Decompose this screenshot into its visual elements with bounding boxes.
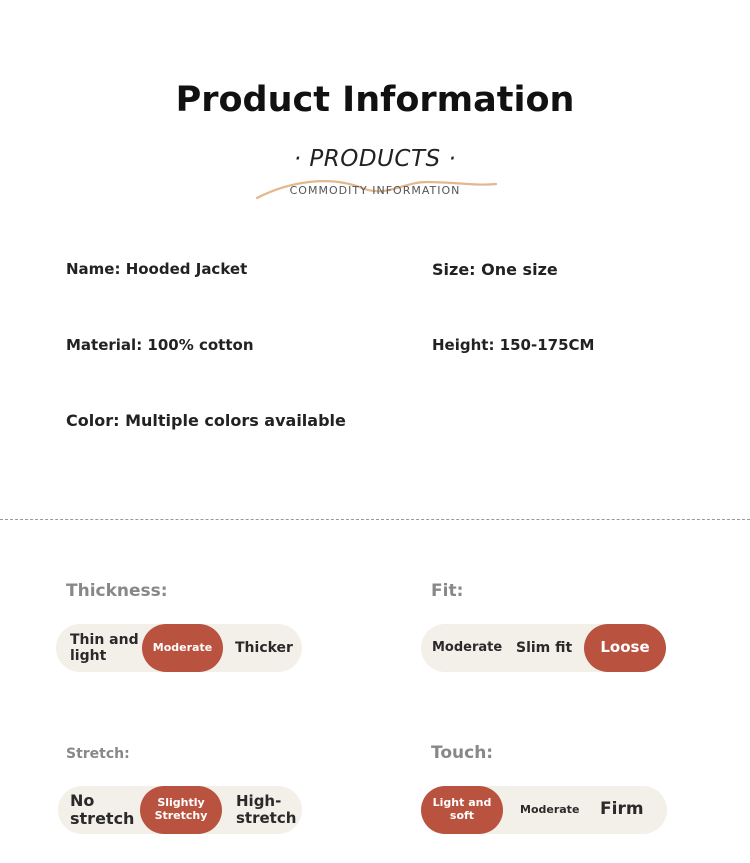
info-material: Material: 100% cotton xyxy=(66,336,254,354)
info-name: Name: Hooded Jacket xyxy=(66,260,248,278)
stretch-option-none[interactable]: No stretch xyxy=(70,790,135,828)
stretch-option-high[interactable]: High-stretch xyxy=(236,791,297,827)
thickness-option-thin[interactable]: Thin and light xyxy=(70,631,139,664)
touch-option-moderate[interactable]: Moderate xyxy=(520,802,580,816)
touch-scale xyxy=(421,786,667,834)
info-height: Height: 150-175CM xyxy=(432,336,595,354)
touch-label: Touch: xyxy=(431,743,494,763)
commodity-subtitle: COMMODITY INFORMATION xyxy=(289,184,461,197)
info-color: Color: Multiple colors available xyxy=(66,411,346,430)
fit-scale xyxy=(421,624,666,672)
thickness-label: Thickness: xyxy=(66,581,168,601)
info-size: Size: One size xyxy=(432,260,558,279)
stretch-option-slight[interactable]: Slightly Stretchy xyxy=(140,786,222,834)
fit-option-loose[interactable]: Loose xyxy=(584,624,666,672)
section-divider xyxy=(0,519,750,520)
fit-option-slim[interactable]: Slim fit xyxy=(516,639,573,656)
thickness-option-thicker[interactable]: Thicker xyxy=(235,639,293,656)
fit-option-moderate[interactable]: Moderate xyxy=(432,639,503,655)
stretch-label: Stretch: xyxy=(66,746,130,762)
touch-option-light-soft[interactable]: Light and soft xyxy=(421,786,503,834)
products-subtitle: · PRODUCTS · xyxy=(293,146,457,172)
thickness-scale xyxy=(56,624,302,672)
page-title: Product Information xyxy=(175,80,575,120)
thickness-option-moderate[interactable]: Moderate xyxy=(142,624,223,672)
stretch-scale xyxy=(58,786,302,834)
touch-option-firm[interactable]: Firm xyxy=(600,799,644,820)
fit-label: Fit: xyxy=(431,581,464,601)
